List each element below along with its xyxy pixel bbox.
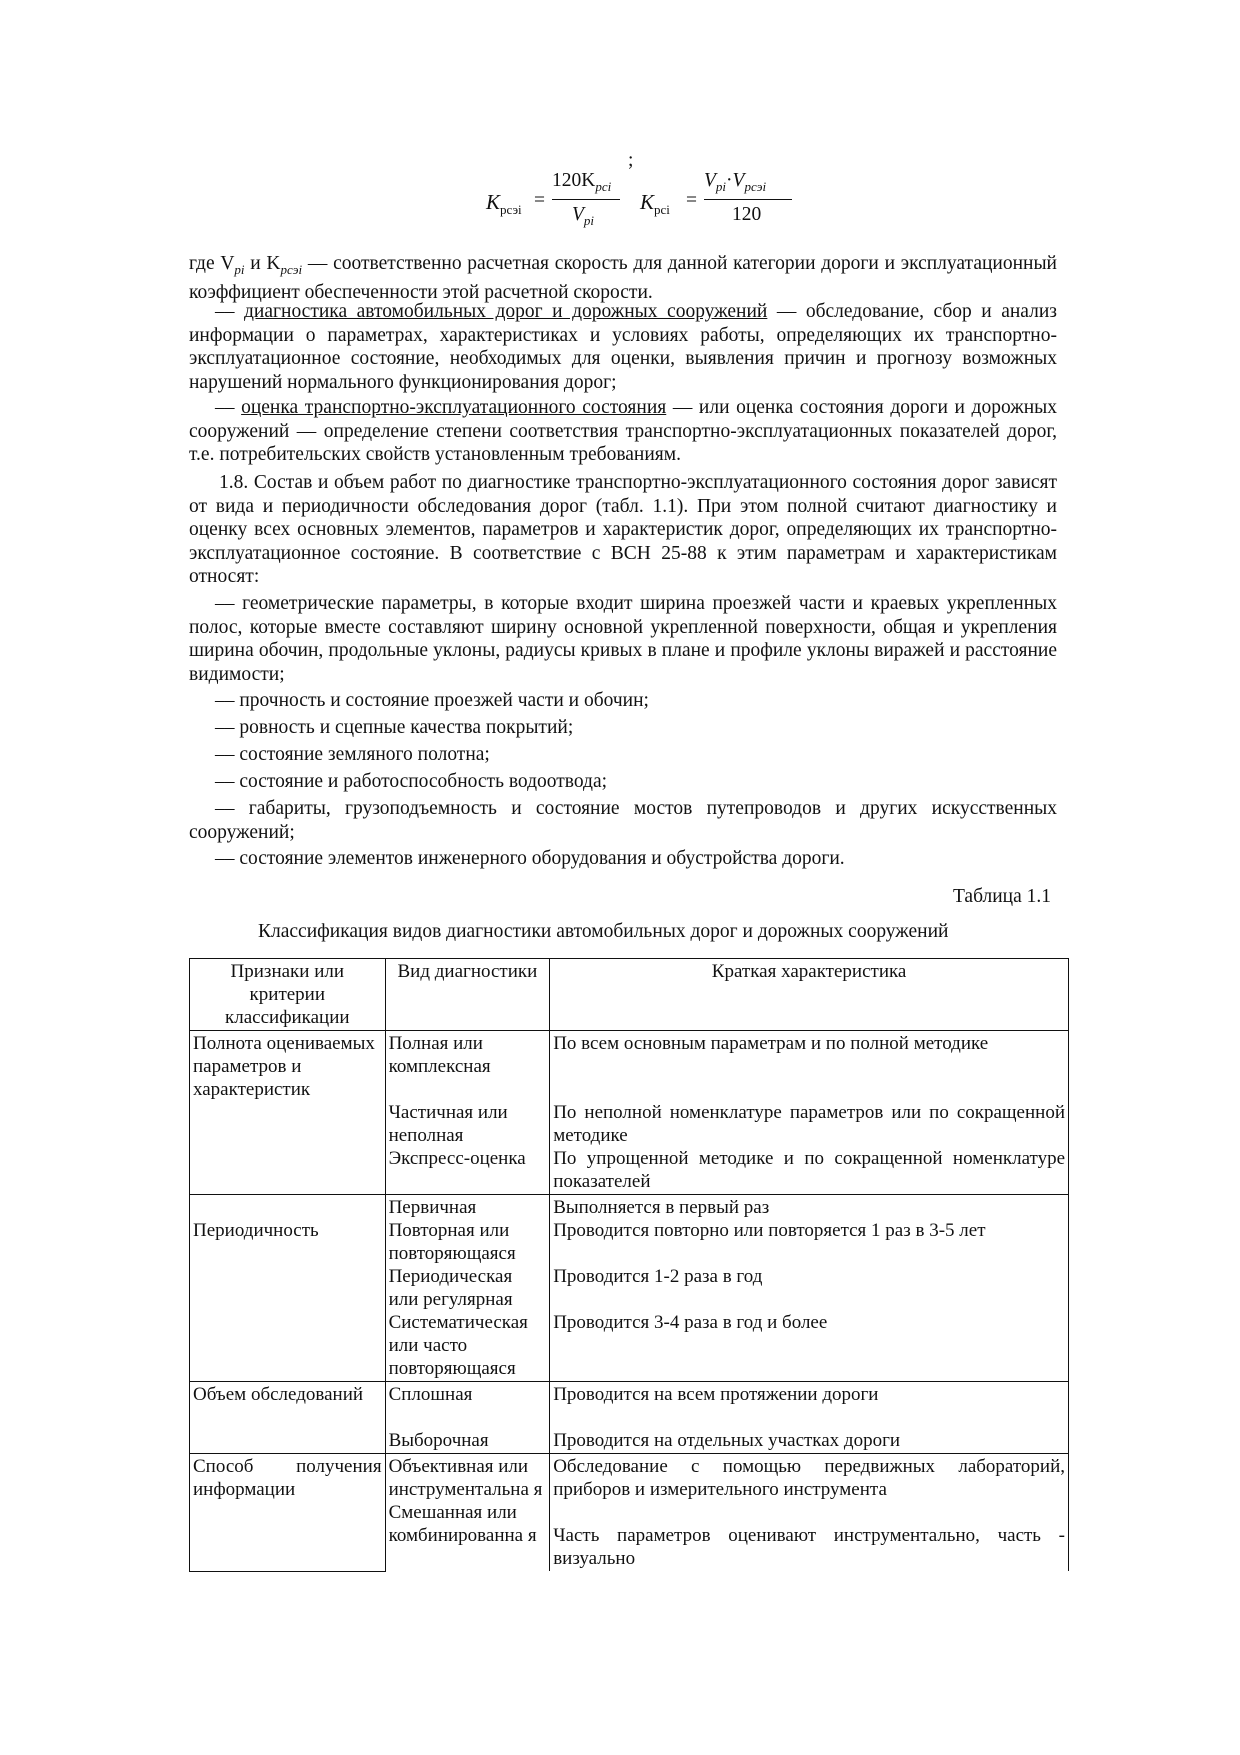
header-description: Краткая характеристика	[550, 959, 1069, 1031]
classification-table	[189, 958, 1069, 1572]
list-item-strength: –– прочность и состояние проезжей части и обочин;	[215, 690, 649, 711]
desc-completeness: По всем основным параметрам и по полной методике По неполной номенклатуре параметров или по сокращенной методике По упрощенной методике и по сокращенной номенклатуре показателей	[550, 1031, 1069, 1195]
header-type: Вид диагностики	[385, 959, 550, 1031]
desc-method: Обследование с помощью передвижных лабораторий, приборов и измерительного инструмента Часть параметров оценивают инструментально, часть - визуально	[550, 1454, 1069, 1572]
list-item-subgrade: –– состояние земляного полотна;	[215, 744, 490, 765]
criterion-completeness: Полнота оцениваемых параметров и характеристик	[190, 1031, 386, 1195]
formula-den1: $V_{pi}$	[572, 204, 595, 228]
list-item-drainage: –– состояние и работоспособность водоотвода;	[215, 771, 608, 792]
table-row	[190, 1454, 1069, 1572]
table-label: Таблица 1.1	[953, 886, 1052, 907]
list-item-evenness: –– ровность и сцепные качества покрытий;	[215, 717, 574, 738]
criterion-method: Способ получения информации	[190, 1454, 386, 1572]
desc-volume: Проводится на всем протяжении дороги Проводится на отдельных участках дороги	[550, 1382, 1069, 1454]
desc-periodicity: Выполняется в первый раз Проводится повторно или повторяется 1 раз в 3-5 лет Проводится 1-2 раза в год Проводится 3-4 раза в год и более	[550, 1195, 1069, 1382]
formula	[480, 150, 800, 235]
paragraph-assessment-definition: –– оценка транспортно-эксплуатационного состояния –– или оценка состояния дороги и дорожных сооружений –– определение степени соответствия транспортно-эксплуатационных показателей дорог, т.е. потребительских свойств установленным требованиям.	[189, 397, 1058, 465]
table-row	[190, 1382, 1069, 1454]
types-periodicity: Первичная Повторная или повторяющаяся Периодическая или регулярная Систематическая или часто повторяющаяся	[385, 1195, 550, 1382]
table-row	[190, 1031, 1069, 1195]
paragraph-1-8: 1.8. Состав и объем работ по диагностике транспортно-эксплуатационного состояния дорог зависят от вида и периодичности обследования дорог (табл. 1.1). При этом полной считают диагностику и оценку всех основных элементов, параметров и характеристик дорог, определяющих их транспортно-эксплуатационное состояние. В соответствие с ВСН 25-88 к этим параметрам и характеристикам относят:	[189, 472, 1057, 587]
types-completeness: Полная или комплексная Частичная или неполная Экспресс-оценка	[385, 1031, 550, 1195]
formula-k2: $K_{рсi}$	[640, 190, 670, 218]
term-assessment: оценка транспортно-эксплуатационного состояния	[241, 397, 667, 418]
table-row	[190, 1195, 1069, 1382]
term-diagnostics: диагностика автомобильных дорог и дорожных сооружений	[244, 301, 768, 322]
formula-eq1: =	[534, 190, 545, 211]
paragraph-geometric-parameters: –– геометрические параметры, в которые входит ширина проезжей части и краевых укрепленных полос, которые вместе составляют ширину основной укрепленной поверхности, общая и укрепления ширина обочин, продольные уклоны, радиусы кривых в плане и профиле уклоны виражей и расстояние видимости;	[189, 593, 1057, 685]
header-criteria: Признаки или критерии классификации	[190, 959, 386, 1031]
types-volume: Сплошная Выборочная	[385, 1382, 550, 1454]
fraction-bar-2	[704, 199, 792, 200]
formula-num1: $120K_{рсi}$	[552, 170, 612, 194]
types-method: Объективная или инструментальна я Смешанная или комбинированна я	[385, 1454, 550, 1572]
fraction-bar-1	[552, 199, 620, 200]
formula-k1: $K_{рсэi}$	[486, 190, 522, 218]
formula-eq2: =	[686, 190, 697, 211]
table-header-row	[190, 959, 1069, 1031]
paragraph-diagnostics-definition: –– диагностика автомобильных дорог и дорожных сооружений –– обследование, сбор и анализ информации о параметрах, характеристиках и условиях работы, определяющих их транспортно-эксплуатационное состояние, необходимых для оценки, выявления причин и прогнозу возможных нарушений нормального функционирования дорог;	[189, 301, 1058, 393]
table-title: Классификация видов диагностики автомобильных дорог и дорожных сооружений	[258, 921, 949, 942]
criterion-periodicity: Периодичность	[190, 1195, 386, 1382]
criterion-volume: Объем обследований	[190, 1382, 386, 1454]
formula-semicolon: ;	[628, 150, 634, 171]
list-item-bridges: –– габариты, грузоподъемность и состояние мостов путепроводов и других искусственных сооружений;	[189, 798, 1057, 843]
list-item-equipment: –– состояние элементов инженерного оборудования и обустройства дороги.	[215, 848, 845, 869]
formula-den2: 120	[732, 204, 762, 225]
formula-num2: $V_{pi}\cdot V_{pсэi}$	[704, 170, 767, 194]
paragraph-definitions: где $V_{pi}$ и $K_{рсэi}$ –– соответственно расчетная скорость для данной категории дороги и эксплуатационный коэффициент обеспеченности этой расчетной скорости.	[189, 253, 1057, 304]
